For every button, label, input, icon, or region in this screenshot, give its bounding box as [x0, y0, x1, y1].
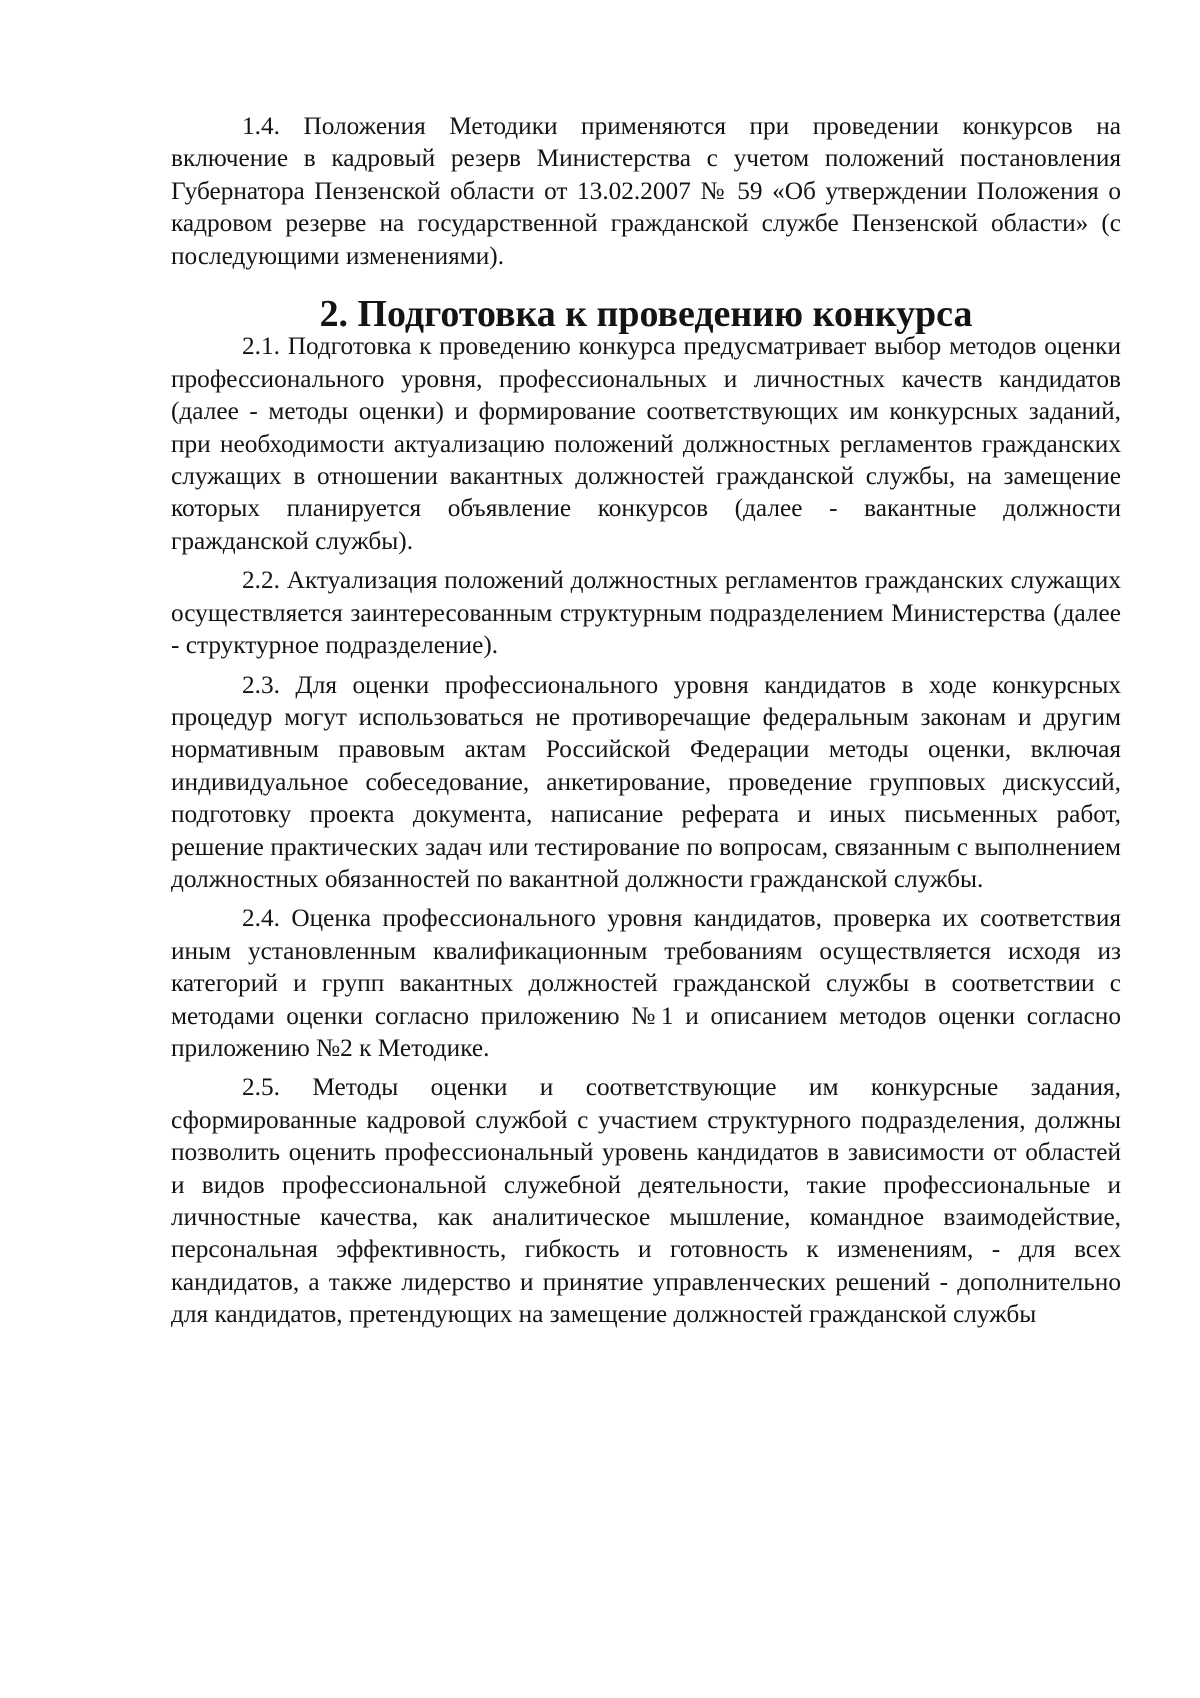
paragraph-1-4: 1.4. Положения Методики применяются при проведении конкурсов на включение в кадровый резерв Министерства с учетом положений постановления Губернатора Пензенской области от 13.02.2007 № 59 «Об утверждении Положения о кадровом резерве на государственной гражданской службе Пензенской области» (с последующими изменениями). [171, 112, 1121, 270]
section-2-heading: 2. Подготовка к проведению конкурса [319, 293, 973, 336]
paragraph-gap [171, 662, 1121, 669]
document-page [171, 110, 1121, 1331]
paragraph-gap [171, 557, 1121, 564]
paragraph-2-3: 2.3. Для оценки профессионального уровня кандидатов в ходе конкурсных процедур могут использоваться не противоречащие федеральным законам и другим нормативным правовым актам Российской Федерации методы оценки, включая индивидуальное собеседование, анкетирование, проведение групповых дискуссий, подготовку проекта документа, написание реферата и иных письменных работ, решение практических задач или тестирование по вопросам, связанным с выполнением должностных обязанностей по вакантной должности гражданской службы. [171, 670, 1121, 893]
paragraph-gap [171, 1064, 1121, 1071]
paragraph-2-5: 2.5. Методы оценки и соответствующие им конкурсные задания, сформированные кадровой службой с участием структурного подразделения, должны позволить оценить профессиональный уровень кандидатов в зависимости от областей и видов профессиональной служебной деятельности, такие профессиональные и личностные качества, как аналитическое мышление, командное взаимодействие, персональная эффективность, гибкость и готовность к изменениям, - для всех кандидатов, а также лидерство и принятие управленческих решений - дополнительно для кандидатов, претендующих на замещение должностей гражданской службы [171, 1073, 1121, 1329]
paragraph-2-2: 2.2. Актуализация положений должностных регламентов гражданских служащих осуществляется заинтересованным структурным подразделением Министерства (далее - структурное подразделение). [171, 566, 1121, 660]
paragraph-gap [171, 895, 1121, 902]
paragraph-2-1: 2.1. Подготовка к проведению конкурса предусматривает выбор методов оценки профессионального уровня, профессиональных и личностных качеств кандидатов (далее - методы оценки) и формирование соответствующих им конкурсных заданий, при необходимости актуализацию положений должностных регламентов гражданских служащих в отношении вакантных должностей гражданской службы, на замещение которых планируется объявление конкурсов (далее - вакантные должности гражданской службы). [171, 332, 1121, 555]
paragraph-2-4: 2.4. Оценка профессионального уровня кандидатов, проверка их соответствия иным установленным квалификационным требованиям осуществляется исходя из категорий и групп вакантных должностей гражданской службы в соответствии с методами оценки согласно приложению №1 и описанием методов оценки согласно приложению №2 к Методике. [171, 904, 1121, 1062]
